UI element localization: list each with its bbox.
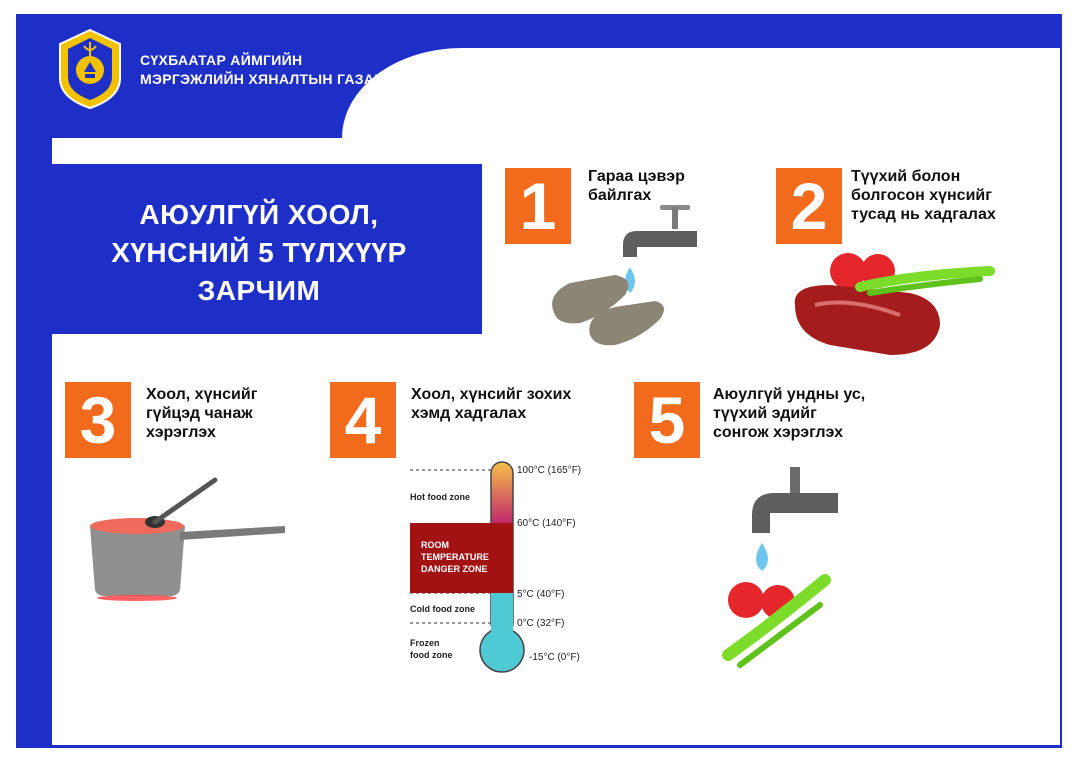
step-5-line3: сонгож хэрэглэх bbox=[713, 424, 844, 441]
step-2-text bbox=[851, 167, 996, 224]
step-2-line2: болгосон хүнсийг bbox=[851, 187, 992, 204]
step-3-text bbox=[146, 385, 257, 442]
raw-and-cooked-food-illustration bbox=[790, 245, 1010, 365]
spoon-icon bbox=[155, 480, 215, 522]
step-2-line3: тусад нь хадгалах bbox=[851, 206, 996, 223]
danger-zone-line2: TEMPERATURE bbox=[421, 552, 489, 562]
tomato-icon bbox=[728, 582, 764, 618]
raw-meat-icon bbox=[795, 285, 940, 355]
cooking-pot-illustration bbox=[80, 470, 290, 610]
org-name-line2: МЭРГЭЖЛИЙН ХЯНАЛТЫН ГАЗАР bbox=[140, 71, 384, 87]
organization-name bbox=[140, 51, 384, 89]
step-5-line1: Аюулгүй ундны ус, bbox=[713, 386, 866, 403]
step-2-line1: Түүхий болон bbox=[851, 168, 961, 185]
step-5-line2: түүхий эдийг bbox=[713, 405, 817, 422]
temp-100c: 100°C (165°F) bbox=[517, 465, 582, 476]
step-4-text bbox=[411, 385, 571, 423]
step-5-number: 5 bbox=[634, 382, 700, 458]
step-3-line3: хэрэглэх bbox=[146, 424, 216, 441]
step-1-line2: байлгах bbox=[588, 187, 652, 204]
step-5-text bbox=[713, 385, 865, 442]
title-box bbox=[36, 164, 482, 334]
frozen-zone-line1: Frozen bbox=[410, 638, 440, 648]
temp-60c: 60°C (140°F) bbox=[517, 518, 576, 529]
emblem-logo bbox=[54, 28, 126, 110]
step-4-line2: хэмд хадгалах bbox=[411, 405, 527, 422]
step-3-line1: Хоол, хүнсийг bbox=[146, 386, 258, 403]
poster-title bbox=[36, 196, 482, 310]
step-4-line1: Хоол, хүнсийг зохих bbox=[411, 386, 572, 403]
step-2-number: 2 bbox=[776, 168, 842, 244]
step-3-number: 3 bbox=[65, 382, 131, 458]
pot-icon bbox=[90, 526, 185, 596]
frozen-zone-line2: food zone bbox=[410, 650, 453, 660]
step-1-line1: Гараа цэвэр bbox=[588, 168, 685, 185]
stove-flame bbox=[97, 595, 177, 601]
title-line2: ХҮНСНИЙ 5 ТҮЛХҮҮР bbox=[111, 237, 407, 268]
thermometer-diagram bbox=[405, 460, 605, 680]
danger-zone-line1: ROOM bbox=[421, 540, 449, 550]
cold-food-zone-label: Cold food zone bbox=[410, 604, 475, 614]
safe-water-and-produce-illustration bbox=[720, 465, 850, 670]
step-4-number: 4 bbox=[330, 382, 396, 458]
temp-0c: 0°C (32°F) bbox=[517, 618, 565, 629]
title-line3: ЗАРЧИМ bbox=[197, 275, 321, 306]
danger-zone-line3: DANGER ZONE bbox=[421, 564, 488, 574]
title-line1: АЮУЛГҮЙ ХООЛ, bbox=[139, 199, 379, 230]
temp-minus15c: -15°C (0°F) bbox=[529, 652, 580, 663]
step-3-line2: гүйцэд чанаж bbox=[146, 405, 253, 422]
temp-5c: 5°C (40°F) bbox=[517, 589, 565, 600]
pot-contents bbox=[90, 518, 184, 534]
water-drop-icon bbox=[756, 543, 768, 571]
step-1-number: 1 bbox=[505, 168, 571, 244]
hot-food-zone-label: Hot food zone bbox=[410, 492, 470, 502]
faucet-icon bbox=[752, 493, 838, 533]
org-name-line1: СҮХБААТАР АЙМГИЙН bbox=[140, 52, 303, 68]
hand-washing-illustration bbox=[545, 195, 715, 355]
faucet-icon bbox=[623, 231, 697, 257]
pot-handle bbox=[180, 526, 285, 540]
